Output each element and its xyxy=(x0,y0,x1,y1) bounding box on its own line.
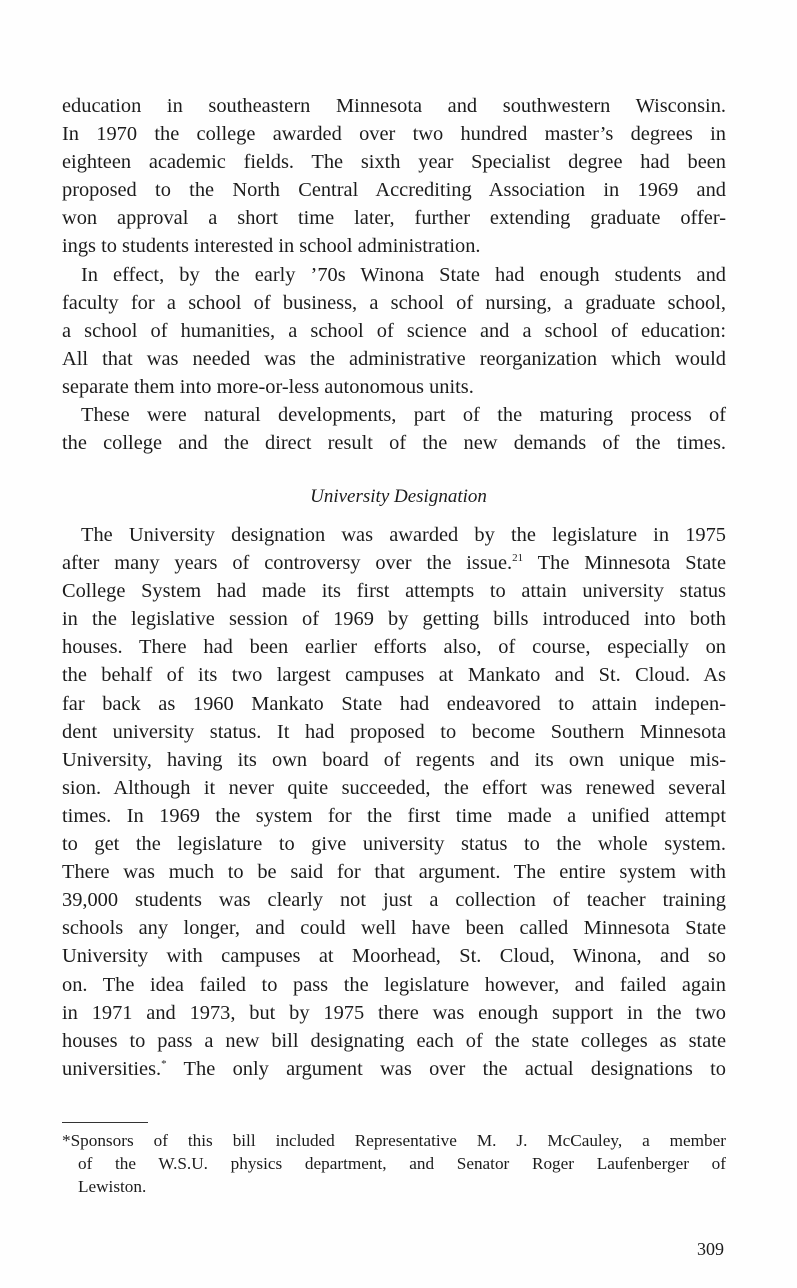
text-line: schools any longer, and could well have been called Minnesota State xyxy=(62,917,726,940)
footnote-reference: 21 xyxy=(512,552,524,565)
text-line: education in southeastern Minnesota and southwestern Wisconsin. xyxy=(62,95,726,117)
text-line: College System had made its first attempts to attain university status xyxy=(62,580,726,603)
text-line: 39,000 students was clearly not just a collection of teacher training xyxy=(62,889,726,912)
text-fragment: after many years of controversy over the issue. xyxy=(62,552,513,575)
text-line: The University designation was awarded by the legislature in 1975 xyxy=(81,524,726,546)
text-line: in the legislative session of 1969 by getting bills introduced into both xyxy=(62,608,726,631)
text-line: houses to pass a new bill designating each of the state colleges as state xyxy=(62,1029,726,1052)
text-fragment: The Minnesota State xyxy=(523,552,727,575)
text-line: the behalf of its two largest campuses at Mankato and St. Cloud. As xyxy=(62,664,726,687)
text-fragment: universities. xyxy=(62,1057,162,1080)
text-line: dent university status. It had proposed to become Southern Minnesota xyxy=(62,720,726,743)
text-line: faculty for a school of business, a school of nursing, a graduate school, xyxy=(62,291,726,314)
footnote xyxy=(62,1129,726,1198)
text-line: ings to students interested in school administration. xyxy=(62,235,481,258)
page-number: 309 xyxy=(697,1239,724,1259)
text-line: In 1970 the college awarded over two hundred master’s degrees in xyxy=(62,123,726,146)
text-line: eighteen academic fields. The sixth year Specialist degree had been xyxy=(62,151,726,174)
footnote-line: Lewiston. xyxy=(78,1177,147,1196)
text-line: won approval a short time later, further extending graduate offer- xyxy=(62,207,726,230)
text-line: times. In 1969 the system for the first time made a unified attempt xyxy=(62,804,726,827)
text-line: separate them into more-or-less autonomous units. xyxy=(62,375,474,398)
text-line: houses. There had been earlier efforts also, of course, especially on xyxy=(62,636,726,659)
text-line-with-footnote-ref xyxy=(62,549,726,577)
text-line: There was much to be said for that argument. The entire system with xyxy=(62,861,726,884)
text-line: proposed to the North Central Accrediting Association in 1969 and xyxy=(62,179,726,202)
text-line: In effect, by the early ’70s Winona State had enough students and xyxy=(81,263,726,286)
body-text-university xyxy=(62,521,726,1083)
text-line: sion. Although it never quite succeeded, the effort was renewed several xyxy=(62,776,726,799)
text-line: on. The idea failed to pass the legislature however, and failed again xyxy=(62,973,726,996)
text-line: far back as 1960 Mankato State had endeavored to attain indepen- xyxy=(62,692,726,715)
text-fragment: The only argument was over the actual designations to xyxy=(166,1057,726,1080)
text-line: the college and the direct result of the new demands of the times. xyxy=(62,432,726,455)
text-line: These were natural developments, part of the maturing process of xyxy=(81,404,726,427)
section-heading: University Designation xyxy=(310,486,487,507)
text-line: University with campuses at Moorhead, St. Cloud, Winona, and so xyxy=(62,945,726,968)
text-line: to get the legislature to give university status to the whole system. xyxy=(62,833,726,856)
footnote-line: of the W.S.U. physics department, and Senator Roger Laufenberger of xyxy=(78,1154,726,1173)
text-line: All that was needed was the administrative reorganization which would xyxy=(62,347,726,370)
footnote-divider xyxy=(62,1122,148,1123)
text-line: a school of humanities, a school of science and a school of education: xyxy=(62,319,726,342)
text-line: University, having its own board of regents and its own unique mis- xyxy=(62,748,726,771)
text-line: in 1971 and 1973, but by 1975 there was enough support in the two xyxy=(62,1001,726,1024)
body-text-top xyxy=(62,92,726,457)
footnote-line: *Sponsors of this bill included Representative M. J. McCauley, a member xyxy=(62,1131,726,1150)
text-line-with-footnote-marker xyxy=(62,1055,726,1083)
footnote-marker: * xyxy=(161,1057,167,1070)
